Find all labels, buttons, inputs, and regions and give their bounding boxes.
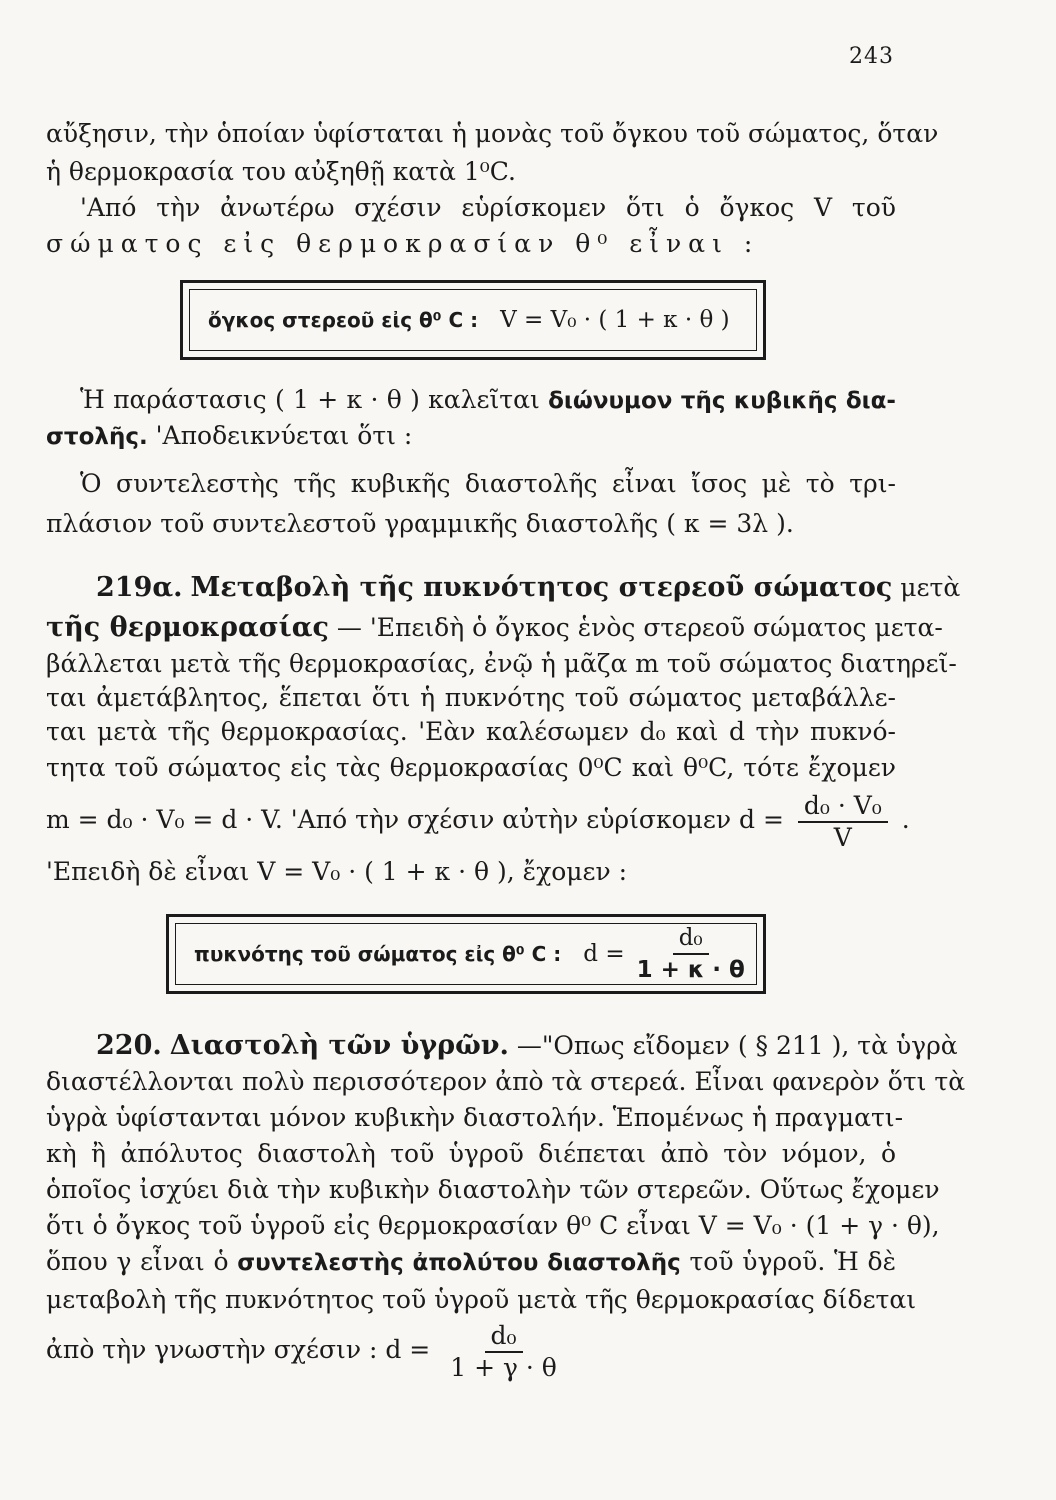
section-heading-220 [46, 1030, 958, 1062]
section-title: Μεταβολὴ τῆς πυκνότητος στερεοῦ σώματος [190, 572, 893, 603]
text-line: βάλλεται μετὰ τῆς θερμοκρασίας, ἐνῷ ἡ μᾶζα m τοῦ σώματος διατηρεῖ- [46, 649, 957, 678]
section-title: Διαστολὴ τῶν ὑγρῶν. [169, 1030, 509, 1061]
text-fragment: ὅπου γ εἶναι ὁ [46, 1247, 229, 1276]
text-fragment: Ἡ παράστασις ( 1 + κ · θ ) καλεῖται [80, 385, 540, 414]
formula-label: ὄγκος στερεοῦ εἰς θ⁰ C : [208, 308, 479, 332]
text-fragment: — 'Επειδὴ ὁ ὄγκος ἑνὸς στερεοῦ σώματος μετα- [336, 613, 943, 642]
theorem-line: Ὁ συντελεστὴς τῆς κυβικῆς διαστολῆς εἶναι ἴσος μὲ τὸ τρι- [80, 469, 896, 498]
fraction-numerator: d₀ [485, 1323, 523, 1353]
fraction-numerator: d₀ · V₀ [798, 793, 888, 823]
fraction-denominator: V [833, 822, 852, 852]
text-line: διαστέλλονται πολὺ περισσότερον ἀπὸ τὰ στερεά. Εἶναι φανερὸν ὅτι τὰ [46, 1067, 966, 1096]
text-line [46, 612, 943, 644]
text-line: ὑγρὰ ὑφίστανται μόνον κυβικὴν διαστολήν. Ἑπομένως ἡ πραγματι- [46, 1103, 904, 1132]
text-line: 'Από τὴν ἀνωτέρω σχέσιν εὑρίσκομεν ὅτι ὁ ὄγκος V τοῦ [80, 193, 896, 222]
text-fragment: —"Οπως εἴδομεν ( § 211 ), τὰ ὑγρὰ [516, 1031, 958, 1060]
fraction [444, 1320, 563, 1382]
formula-lhs: d = [583, 941, 625, 967]
text-line: αὔξησιν, τὴν ὁποίαν ὑφίσταται ἡ μονὰς τοῦ ὄγκου τοῦ σώματος, ὅταν [46, 119, 939, 148]
text-fragment: m = d₀ · V₀ = d · V. 'Από τὴν σχέσιν αὐτὴν εὑρίσκομεν d = [46, 805, 784, 834]
text-line: σώματος εἰς θερμοκρασίαν θ⁰ εἶναι : [46, 229, 760, 258]
text-line-with-fraction: m = d₀ · V₀ = d · V. 'Από τὴν σχέσιν αὐτὴν εὑρίσκομεν d = $\frac{\text{d₀ · V₀}}{V}$ . [46, 790, 910, 852]
section-number: 219α. [96, 572, 183, 603]
text-line: ται μετὰ τῆς θερμοκρασίας. 'Εὰν καλέσωμεν d₀ καὶ d τὴν πυκνό- [46, 717, 896, 746]
formula-box-density [166, 914, 766, 994]
formula-box-volume [180, 280, 766, 360]
section-number: 220. [96, 1030, 162, 1061]
section-title: τῆς θερμοκρασίας [46, 612, 329, 643]
fraction-denominator: 1 + κ · θ [636, 957, 745, 983]
text-line: τητα τοῦ σώματος εἰς τὰς θερμοκρασίας 0⁰C καὶ θ⁰C, τότε ἔχομεν [46, 753, 896, 782]
text-line: ὁποῖος ἰσχύει διὰ τὴν κυβικὴν διαστολὴν τῶν στερεῶν. Οὕτως ἔχομεν [46, 1175, 940, 1204]
text-fragment: ἀπὸ τὴν γνωστὴν σχέσιν : d = [46, 1335, 431, 1364]
text-line: μεταβολὴ τῆς πυκνότητος τοῦ ὑγροῦ μετὰ τῆς θερμοκρασίας δίδεται [46, 1285, 917, 1314]
bold-term: στολῆς. [46, 424, 148, 450]
text-line: ται ἀμετάβλητος, ἕπεται ὅτι ἡ πυκνότης τοῦ σώματος μεταβάλλε- [46, 683, 896, 712]
text-fragment: τοῦ ὑγροῦ. Ἡ δὲ [689, 1247, 896, 1276]
fraction-denominator: 1 + γ · θ [450, 1352, 557, 1382]
text-fragment: μετὰ [900, 573, 961, 602]
text-fragment: 'Αποδεικνύεται ὅτι : [155, 421, 413, 450]
text-line-with-fraction [46, 1320, 896, 1380]
section-heading-219a [46, 572, 961, 604]
bold-term: συντελεστὴς ἀπολύτου διαστολῆς [237, 1250, 681, 1276]
text-line [46, 384, 896, 417]
text-line [46, 1246, 896, 1279]
bold-term: διώνυμον τῆς κυβικῆς δια- [548, 388, 896, 414]
fraction [631, 925, 751, 983]
formula: V = V₀ · ( 1 + κ · θ ) [500, 307, 730, 333]
text-line: κὴ ἢ ἀπόλυτος διαστολὴ τοῦ ὑγροῦ διέπεται ἀπὸ τὸν νόμον, ὁ [46, 1139, 896, 1168]
fraction-numerator: d₀ [673, 925, 709, 955]
theorem-line: πλάσιον τοῦ συντελεστοῦ γραμμικῆς διαστολῆς ( κ = 3λ ). [46, 509, 794, 538]
fraction [798, 790, 888, 852]
page-number: 243 [849, 44, 894, 69]
text-line: ὅτι ὁ ὄγκος τοῦ ὑγροῦ εἰς θερμοκρασίαν θ⁰ C εἶναι V = V₀ · (1 + γ · θ), [46, 1211, 940, 1240]
formula-label: πυκνότης τοῦ σώματος εἰς θ⁰ C : [194, 942, 562, 966]
text-line: ἡ θερμοκρασία του αὐξηθῇ κατὰ 1⁰C. [46, 157, 516, 186]
text-line [46, 420, 896, 453]
text-line: 'Επειδὴ δὲ εἶναι V = V₀ · ( 1 + κ · θ ), ἔχομεν : [46, 857, 628, 886]
